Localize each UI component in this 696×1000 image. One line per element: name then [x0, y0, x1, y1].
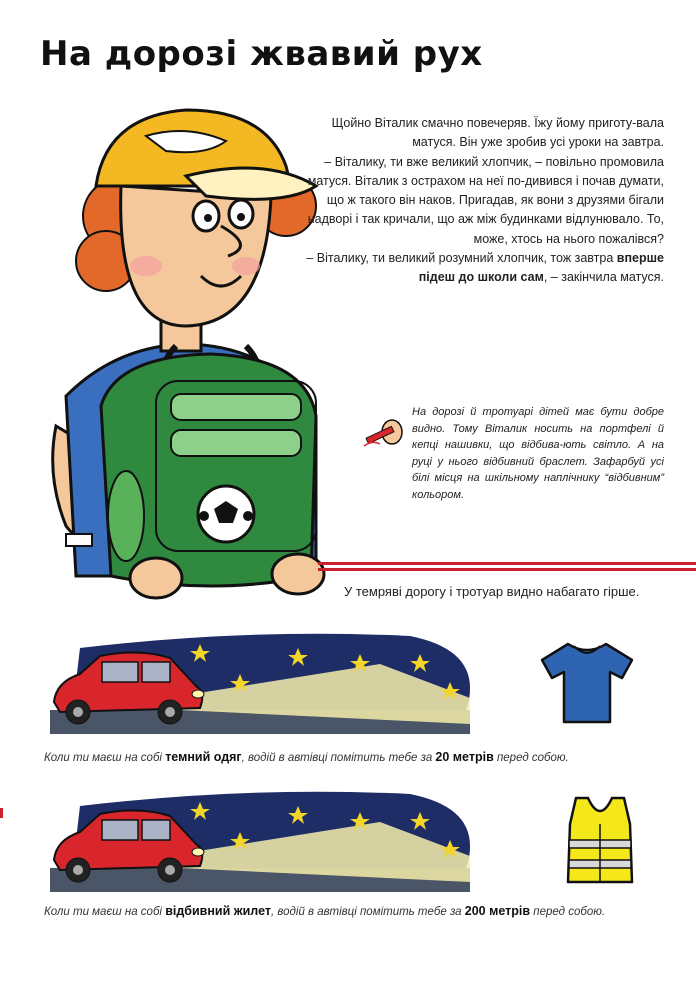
- edge-mark: [0, 808, 3, 818]
- caption-reflective-vest: Коли ти маєш на собі відбивний жилет, водій в автівці помітить тебе за 200 метрів перед собою.: [44, 904, 606, 918]
- story-paragraph-3: – Віталику, ти великий розумний хлопчик, тож завтра вперше підеш до школи сам, – закінчила матуся.: [306, 251, 664, 285]
- caption-dark-clothes: Коли ти маєш на собі темний одяг, водій в автівці помітить тебе за 20 метрів перед собою.: [44, 750, 569, 764]
- red-stripes-divider: [318, 562, 696, 576]
- story-text: [300, 114, 664, 288]
- darkness-caption: У темряві дорогу і тротуар видно набагато гірше.: [344, 584, 640, 599]
- dark-tshirt-icon: [538, 640, 636, 726]
- coloring-tip: На дорозі й тротуарі дітей має бути добре видно. Тому Віталик носить на портфелі й кепці нашивки, що відбива-ють світло. А на руці у нього відбивний браслет. Зафарбуй усі білі місця на шкільному наплічнику “відбивним” кольором.: [412, 406, 664, 501]
- night-car-scene-dark-clothes: [50, 628, 470, 734]
- page-title: На дорозі жвавий рух: [40, 34, 483, 74]
- night-car-scene-reflective-vest: [50, 786, 470, 892]
- reflective-vest-icon: [562, 794, 638, 888]
- story-paragraph-1: Щойно Віталик смачно повечеряв. Їжу йому приготу-вала матуся. Він уже зробив усі уроки на завтра.: [331, 116, 664, 150]
- boy-with-backpack-illustration: [36, 96, 336, 616]
- story-paragraph-2: – Віталику, ти вже великий хлопчик, – повільно промовила матуся. Віталик з острахом на неї по-дивився і почав думати, що ж такого він наков. Пригадав, як вони з друзями бігали надворі і так кричали, що аж між будинками відлунювало. То, може, хтось на нього пожалівся?: [307, 154, 664, 246]
- pencil-icon: [362, 418, 406, 448]
